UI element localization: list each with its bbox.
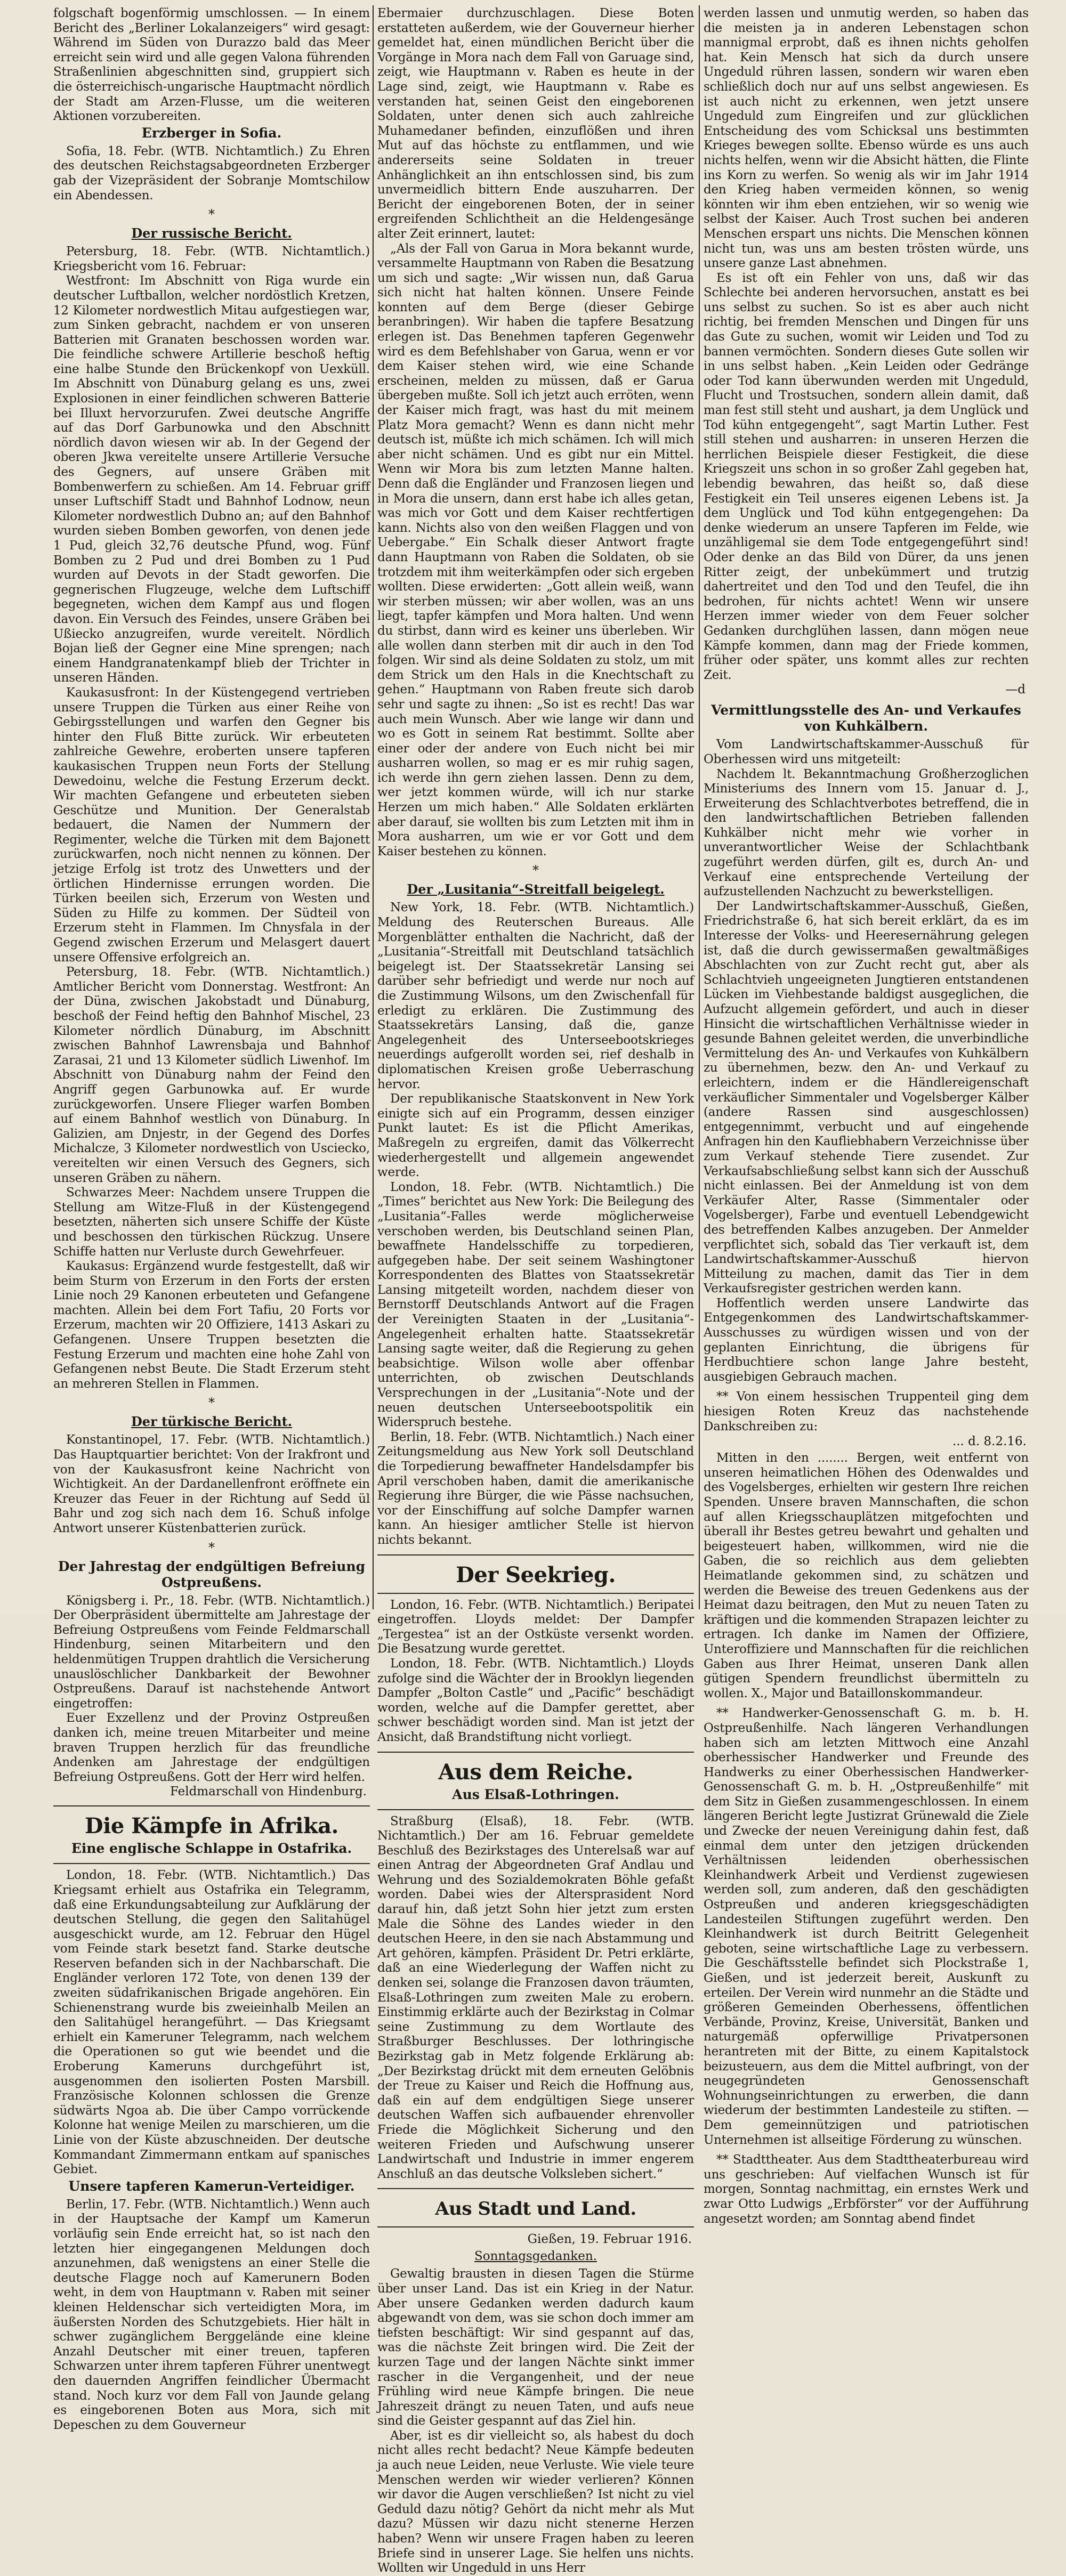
column-1 bbox=[53, 6, 370, 2432]
heading-tuerkischer-bericht: Der türkische Bericht. bbox=[131, 1414, 293, 1430]
paragraph: Petersburg, 18. Febr. (WTB. Nichtamtlich.) Kriegsbericht vom 16. Februar: bbox=[53, 245, 370, 273]
subheading-afrika: Eine englische Schlappe in Ostafrika. bbox=[71, 1841, 352, 1857]
heading-vermittlungsstelle: Vermittlungsstelle des An- und Verkaufes von Kuhkälbern. bbox=[711, 702, 1021, 734]
paragraph: ** Stadttheater. Aus dem Stadttheaterbureau wird uns geschrieben: Auf vielfachen Wunsch ist für morgen, Sonntag nachmittag, ein ernstes Werk und zwar Otto Ludwigs „Erbförster“ vor der Aufführung angesetzt worden; am Sonntag abend findet bbox=[704, 2153, 1029, 2226]
paragraph: Der republikanische Staatskonvent in New York einigte sich auf ein Programm, dessen einziger Punkt lautet: Es ist die Pflicht Amerikas, Maßregeln zu ergreifen, damit das Völkerrecht wiederhergestellt und allgemein angewendet werde. bbox=[377, 1092, 694, 1180]
paragraph: Westfront: Im Abschnitt von Riga wurde ein deutscher Luftballon, welcher nordöstlich Kretzen, 12 Kilometer nordwestlich Mitau aufgestiegen war, zum Sinken gebracht, nachdem er von unseren Batterien mit Granaten beschossen worden war. Die feindliche schwere Artillerie beschoß heftig eine halbe Stunde den Brückenkopf von Uexküll. Im Abschnitt von Dünaburg gelang es uns, zwei Explosionen in einer feindlichen schweren Batterie bei Illuxt hervorzurufen. Zwei deutsche Angriffe auf das Dorf Garbunowka und den Abschnitt nördlich davon wiesen wir ab. In der Gegend der oberen Jkwa vereitelte unsere Artillerie Versuche des Gegners, auf unsere Gräben mit Bombenwerfern zu schießen. Am 14. Februar griff unser Luftschiff Stadt und Bahnhof Lodnow, neun Kilometer nordwestlich Dubno an; auf den Bahnhof wurden sieben Bomben geworfen, von denen jede 1 Pud, gleich 32,76 deutsche Pfund, wog. Fünf Bomben zu 2 Pud und drei Bomben zu 1 Pud wurden auf Devots in der Stadt geworfen. Die gegnerischen Flugzeuge, welche dem Luftschiff begegneten, wichen dem Kampf aus und flogen davon. Ein Versuch des Feindes, unsere Gräben bei Ußiecko anzugreifen, wurde vereitelt. Nördlich Bojan ließ der Gegner eine Mine sprengen; nach einem Handgranatenkampf blieb der Trichter in unseren Händen. bbox=[53, 274, 370, 685]
paragraph: ** Handwerker-Genossenschaft G. m. b. H. Ostpreußenhilfe. Nach längeren Verhandlungen haben sich am letzten Mittwoch eine Anzahl oberhessischer Handwerker und Freunde des Handwerks zu einer Oberhessischen Handwerker-Genossenschaft G. m. b. H. „Ostpreußenhilfe“ mit dem Sitz in Gießen zusammengeschlossen. In einem längeren Bericht legte Justizrat Grünewald die Ziele und Zwecke der neuen Vereinigung dahin fest, daß einmal dem unter den jetzigen drückenden Verhältnissen leidenden oberhessischen Kleinhandwerk Arbeit und Verdienst zugewiesen werden soll, zum anderen, daß den geschädigten Ostpreußen und anderen kriegsgeschädigten Landesteilen Stiftungen zugeführt werden. Den Kleinhandwerk ist durch Beitritt Gelegenheit geboten, seine wirtschaftliche Lage zu verbessern. Die Geschäftsstelle befindet sich Plockstraße 1, Gießen, und ist jederzeit bereit, Auskunft zu erteilen. Der Verein wird nunmehr an die Städte und größeren Gemeinden Oberhessens, öffentlichen Verbände, Provinz, Kreise, Universität, Banken und naturgemäß opferwillige Privatpersonen herantreten mit der Bitte, zu einem Kapitalstock beizusteuern, aus dem die Mittel aufbringt, von der neugegründeten Genossenschaft Wohnungseinrichtungen zu erwerben, die dann wiederum der bestimmten Landesteile zu stiften. — Dem gemeinnützigen und patriotischen Unternehmen ist allseitige Förderung zu wünschen. bbox=[704, 1706, 1029, 2147]
paragraph: folgschaft bogenförmig umschlossen. — In einem Bericht des „Berliner Lokalanzeigers“ wird gesagt: Während im Süden von Durazzo bald das Meer erreicht sein wird und alle gegen Valona führenden Straßenlinien abgeschnitten sind, gruppiert sich die österreichisch-ungarische Hauptmacht nördlich der Stadt am Arzen-Flusse, um die weiteren Aktionen vorzubereiten. bbox=[53, 6, 370, 124]
paragraph: Vom Landwirtschaftskammer-Ausschuß für Oberhessen wird uns mitgeteilt: bbox=[704, 738, 1029, 766]
paragraph: Straßburg (Elsaß), 18. Febr. (WTB. Nichtamtlich.) Der am 16. Februar gemeldete Beschluß des Bezirkstages des Unterelsaß war auf einen Antrag der Abgeordneten Graf Andlau und Wehrung und des Sozialdemokraten Böhle gefaßt worden. Dabei wies der Altersprasident Nord darauf hin, daß jetzt Sohn hier jetzt zum ersten Male die Söhne des Landes wieder in den deutschen Heere, in den sie nach Abstammung und Art gehören, kämpfen. Präsident Dr. Petri erklärte, daß an eine Wiederlegung der Waffen nicht zu denken sei, solange die Franzosen davon träumten, Elsaß-Lothringen zum zweiten Male zu erobern. Einstimmig erklärte auch der Bezirkstag in Colmar seine Zustimmung zu dem Wortlaute des Straßburger Beschlusses. Der lothringische Bezirkstag gab in Metz folgende Erklärung ab: „Der Bezirkstag drückt mit dem erneuten Gelöbnis der Treue zu Kaiser und Reich die Hoffnung aus, daß ein auf dem endgültigen Siege unserer deutschen Waffen sich aufbauender ehrenvoller Friede die Möglichkeit Sicherung und den weiteren Frieden und Aufschwung unserer Landwirtschaft und Industrie in immer engerem Anschluß an das deutsche Volksleben sichert.“ bbox=[377, 1814, 694, 2181]
paragraph: Der Landwirtschaftskammer-Ausschuß, Gießen, Friedrichstraße 6, hat sich bereit erklärt, da es im Interesse der Volks- und Heeresernährung gelegen ist, daß die durch gewissermaßen gewaltmäßiges Abschlachten von zur Zucht recht gut, aber als Schlachtvieh ungeeigneten Jungtieren entstandenen Lücken im Viehbestande baldigst ausgeglichen, die Aufzucht allgemein gefördert, und auch in dieser Hinsicht die wirtschaftlichen Verhältnisse wieder in gesunde Bahnen geleitet werden, die unverbindliche Vermittelung des An- und Verkaufes von Kuhkälbern zu übernehmen, bezw. den An- und Verkauf zu erleichtern, indem er die Händlereigenschaft verkäuflicher Simmentaler und Vogelsberger Kälber (andere Rassen sind ausgeschlossen) entgegennimmt, verbucht und auf eingehende Anfragen hin den Kaufliebhabern Verzeichnisse über zum Verkauf stehende Tiere zusendet. Zur Verkaufsabschließung selbst kann sich der Ausschuß nicht einlassen. Bei der Anmeldung ist von dem Verkäufer Alter, Rasse (Simmentaler oder Vogelsberger), Farbe und eventuell Lebendgewicht des betreffenden Kalbes anzugeben. Der Anmelder verpflichtet sich, sobald das Tier verkauft ist, dem Landwirtschaftskammer-Ausschuß hiervon Mitteilung zu machen, damit das Tier in dem Verkaufsregister gestrichen werden kann. bbox=[704, 899, 1029, 1296]
paragraph: ** Von einem hessischen Truppenteil ging dem hiesigen Roten Kreuz das nachstehende Dankschreiben zu: bbox=[704, 1390, 1029, 1433]
heading-afrika: Die Kämpfe in Afrika. bbox=[85, 1813, 338, 1839]
heading-kamerun: Unsere tapferen Kamerun-Verteidiger. bbox=[68, 2178, 355, 2194]
heading-russischer-bericht: Der russische Bericht. bbox=[131, 225, 292, 241]
paragraph: Euer Exzellenz und der Provinz Ostpreußen danken ich, meine treuen Mitarbeiter und meine braven Truppen herzlich für das freundliche Andenken am Jahrestage der endgültigen Befreiung Ostpreußens. Gott der Herr wird helfen. bbox=[53, 1711, 370, 1784]
dateline: Gießen, 19. Februar 1916. bbox=[527, 2232, 692, 2247]
paragraph: London, 16. Febr. (WTB. Nichtamtlich.) Beripatei eingetroffen. Lloyds meldet: Der Dampfer „Tergestea“ ist an der Ostküste versenkt worden. Die Besatzung wurde gerettet. bbox=[377, 1598, 694, 1656]
heading-stadt-und-land: Aus Stadt und Land. bbox=[435, 2198, 636, 2220]
paragraph: Nachdem lt. Bekanntmachung Großherzoglichen Ministeriums des Innern vom 15. Januar d. J., Erweiterung des Schlachtverbotes betreffend, die in den landwirtschaftlichen Betrieben fallenden Kuhkälber nicht mehr wie vorher in unverantwortlicher Weise der Schlachtbank zugeführt werden dürfen, gilt es, durch An- und Verkauf eine entsprechende Verteilung der aufzustellenden Nachzucht zu bewerkstelligen. bbox=[704, 767, 1029, 899]
heading-erzberger: Erzberger in Sofia. bbox=[141, 125, 282, 141]
section-star: * bbox=[208, 1395, 215, 1411]
seekrieg-header-box bbox=[377, 1554, 694, 1594]
signature-d: —d bbox=[1005, 683, 1025, 697]
stadt-header-box bbox=[377, 2188, 694, 2227]
column-rule-1 bbox=[373, 5, 374, 1609]
section-star: * bbox=[208, 1540, 215, 1555]
paragraph: London, 18. Febr. (WTB. Nichtamtlich.) Die „Times“ berichtet aus New York: Die Beilegung des „Lusitania“-Falles werde möglicherweise verschoben werden, bis Deutschland seinen Plan, bewaffnete Handelsschiffe zu torpedieren, aufgegeben habe. Der seit seinem Washingtoner Korrespondenten des Blattes von Staatssekretär Lansing mitgeteilt worden, nachdem dieser von Bernstorff Deutschlands Antwort auf die Fragen der Vereinigten Staaten in der „Lusitania“-Angelegenheit erhalten hatte. Staatssekretär Lansing sagte weiter, daß die Regierung zu gehen beabsichtige. Wilson wolle aber offenbar unterrichten, ob zwischen Deutschlands Versprechungen in der „Lusitania“-Note und der neuen deutschen Unterseebootspolitik ein Widerspruch bestehe. bbox=[377, 1180, 694, 1430]
paragraph: Konstantinopel, 17. Febr. (WTB. Nichtamtlich.) Das Hauptquartier berichtet: Von der Irakfront und von der Kaukasusfront keine Nachricht von Wichtigkeit. An der Dardanellenfront eröffnete ein Kreuzer das Feuer in der Richtung auf Sedd ül Bahr und zog sich nach dem 16. Schuß infolge Antwort unserer Küstenbatterien zurück. bbox=[53, 1433, 370, 1535]
section-star: * bbox=[532, 863, 539, 878]
paragraph: Hoffentlich werden unsere Landwirte das Entgegenkommen des Landwirtschaftskammer-Ausschusses zu würdigen wissen und von der geplanten Einrichtung, die übrigens für Herdbuchtiere schon lange Jahre besteht, ausgiebigen Gebrauch machen. bbox=[704, 1296, 1029, 1384]
paragraph: werden lassen und unmutig werden, so haben das die meisten ja in anderen Lebenstagen schon mannigmal erprobt, daß es ihnen nichts geholfen hat. Kein Mensch hat sich da durch unsere Ungeduld rühren lassen, sondern wir waren eben schließlich doch nur auf uns selbst angewiesen. Es ist auch nicht zu erkennen, wen jetzt unsere Ungeduld zum Eingreifen und zur glücklichen Entscheidung des vom Schicksal uns bestimmten Krieges bewegen sollte. Ebenso würde es uns auch nichts helfen, wenn wir die Absicht hätten, die Flinte ins Korn zu werfen. So wenig als wir im Jahr 1914 den Krieg haben vermeiden können, so wenig könnten wir ihm eben entziehen, wir so wenig wie selbst der Kaiser. Auch Trost suchen bei anderen Menschen erspart uns nichts. Die Menschen können nicht tun, was uns am besten trösten würde, uns unsere ganze Last abnehmen. bbox=[704, 6, 1029, 271]
paragraph: Kaukasus: Ergänzend wurde festgestellt, daß wir beim Sturm von Erzerum in den Forts der ersten Linie noch 29 Kanonen erbeuteten und Gefangene machten. Allein bei dem Fort Tafiu, 20 Forts vor Erzerum, machten wir 20 Offiziere, 1413 Askari zu Gefangenen. Unsere Truppen besetzten die Festung Erzerum und machten eine hohe Zahl von Gefangenen nebst Beute. Die Stadt Erzerum steht an mehreren Stellen in Flammen. bbox=[53, 1259, 370, 1391]
paragraph: Aber, ist es dir vielleicht so, als habest du doch nicht alles recht bedacht? Neue Kämpfe bedeuten ja auch neue Leiden, neue Verluste. Wie viele teure Menschen werden wir wieder verlieren? Können wir davor die Augen verschließen? Ist nicht zu viel Geduld dazu nötig? Gehört da nicht mehr als Mut dazu? Müssen wir dazu nicht stenerne Herzen haben? Wenn wir unsere Fragen haben zu leeren Briefe sind in unserer Lage. Sie helfen uns nichts. Wollten wir Ungeduld in uns Herr bbox=[377, 2428, 694, 2575]
heading-seekrieg: Der Seekrieg. bbox=[456, 1562, 616, 1587]
section-star: * bbox=[208, 207, 215, 222]
paragraph: Kaukasusfront: In der Küstengegend vertrieben unsere Truppen die Türken aus einer Reihe von Gebirgsstellungen und warfen den Gegner bis hinter den Fluß Bitte zurück. Wir erbeuteten zahlreiche Gewehre, eroberten unsere tapferen kaukasischen Truppen neun Forts der Stellung Dewedoinu, welche die Festung Erzerum deckt. Wir machten Gefangene und erbeuteten sieben Geschütze und Munition. Der Generalstab bedauert, die Namen der Nummern der Regimenter, welche die Türken mit dem Bajonett zurückwarfen, noch nicht nennen zu können. Der jetzige Erfolg ist trotz des Unwetters und der örtlichen Hindernisse errungen worden. Die Türken beeilen sich, Erzerum von Westen und Süden zu Hilfe zu kommen. Der Südteil von Erzerum steht in Flammen. Im Chnysfala in der Gegend zwischen Erzerum und Melasgert dauert unsere Offensive erfolgreich an. bbox=[53, 685, 370, 965]
dateline: ... d. 8.2.16. bbox=[952, 1435, 1027, 1449]
paragraph: Königsberg i. Pr., 18. Febr. (WTB. Nichtamtlich.) Der Oberpräsident übermittelte am Jahrestage der Befreiung Ostpreußens vom Feinde Feldmarschall Hindenburg, seinen Mitarbeitern und den heldenmütigen Truppen drahtlich die Versicherung unauslöschlicher Dankbarkeit der Bewohner Ostpreußens. Darauf ist nachstehende Antwort eingetroffen: bbox=[53, 1593, 370, 1711]
signature-hindenburg: Feldmarschall von Hindenburg. bbox=[169, 1785, 367, 1799]
paragraph: Petersburg, 18. Febr. (WTB. Nichtamtlich.) Amtlicher Bericht vom Donnerstag. Westfront: An der Düna, zwischen Jakobstadt und Dünaburg, beschoß der Feind heftig den Bahnhof Mischel, 23 Kilometer nördlich Dünaburg, im Abschnitt zwischen Bahnhof Lawrensbaja und Bahnhof Zarasai, 21 und 13 Kilometer südlich Liwenhof. Im Abschnitt von Dünaburg nahm der Feind den Angriff gegen Garbunowka auf. Er wurde zurückgeworfen. Unsere Flieger warfen Bomben auf einem Bahnhof westlich von Dünaburg. In Galizien, am Dnjestr, in der Gegend des Dorfes Michalcze, 3 Kilometer nordwestlich von Usciecko, vereitelten wir einen Versuch des Gegners, sich unseren Gräben zu nähern. bbox=[53, 965, 370, 1185]
paragraph: Es ist oft ein Fehler von uns, daß wir das Schlechte bei anderen hervorsuchen, anstatt es bei uns selbst zu suchen. So ist es aber auch nicht richtig, bei fremden Menschen und Dingen für uns das Gute zu suchen, womit wir Leiden und Tod zu bannen vermöchten. Sondern dieses Gute sollen wir in uns selbst haben. „Kein Leiden oder Gedränge oder Tod kann überwunden werden mit Ungeduld, Flucht und Trostsuchen, sondern allein damit, daß man fest still steht und aushart, ja dem Unglück und Tod kühn entgegengeht“, sagt Martin Luther. Fest still stehen und ausharren: in unseren Herzen die herrlichen Beispiele dieser Festigkeit, die diese Kriegszeit uns schon in so großer Zahl gegeben hat, lebendig bewahren, das heißt so, daß diese Festigkeit ein Teil unseres eigenen Lebens ist. Ja dem Unglück und Tod kühn entgegengehen: Da denke wiederum an unsere Tapferen im Felde, wie unzähligemal sie dem Tode entgegengeführt sind! Oder denke an das Bild von Dürer, da uns jenen Ritter zeigt, der unbekümmert und trutzig dahertreitet und den Tod und den Teufel, die ihn bedrohen, für nichts achtet! Wenn wir unsere Herzen immer wieder von dem Feuer solcher Gedanken durchglühen lassen, dann mögen neue Kämpfe kommen, dann mag der Friede kommen, früher oder später, uns kommt alles zur rechten Zeit. bbox=[704, 271, 1029, 682]
heading-sonntagsgedanken: Sonntagsgedanken. bbox=[474, 2249, 597, 2264]
heading-lusitania: Der „Lusitania“-Streitfall beigelegt. bbox=[407, 881, 665, 897]
column-2 bbox=[377, 6, 694, 2575]
paragraph: Schwarzes Meer: Nachdem unsere Truppen die Stellung am Witze-Fluß in der Küstengegend besetzten, näherten sich unsere Schiffe der Küste und beschossen den türkischen Rückzug. Unsere Schiffe hatten nur Verluste durch Gewehrfeuer. bbox=[53, 1186, 370, 1259]
heading-jahrestag: Der Jahrestag der endgültigen Befreiung Ostpreußens. bbox=[58, 1558, 366, 1590]
paragraph: Sofia, 18. Febr. (WTB. Nichtamtlich.) Zu Ehren des deutschen Reichstagsabgeordneten Erzberger gab der Vizepräsident der Sobranje Momtschilow ein Abendessen. bbox=[53, 144, 370, 202]
paragraph: Gewaltig brausten in diesen Tagen die Stürme über unser Land. Das ist ein Krieg in der Natur. Aber unsere Gedanken werden dadurch kaum abgewandt von dem, was sie schon doch immer am tiefsten beschäftigt: Wir sind gespannt auf das, was die nächste Zeit bringen wird. Die Zeit der kurzen Tage und der langen Nächte sinkt immer rascher in die Vergangenheit, und der neue Frühling wird neue Kämpfe bringen. Die neue Jahreszeit drängt zu neuen Taten, und aufs neue sind die Geister gespannt auf das Ziel hin. bbox=[377, 2267, 694, 2428]
paragraph: London, 18. Febr. (WTB. Nichtamtlich.) Das Kriegsamt erhielt aus Ostafrika ein Telegramm, daß eine Erkundungsabteilung zur Aufklärung der deutschen Stellung, die gegen den Salitahügel ausgeschickt wurde, am 12. Februar den Hügel vom Feinde stark besetzt fand. Starke deutsche Reserven befanden sich in der Nachbarschaft. Die Engländer verloren 172 Tote, von denen 139 der zweiten südafrikanischen Brigade angehören. Ein Schienenstrang wurde bis zweieinhalb Meilen an den Salitahügel herangeführt. — Das Kriegsamt erhielt ein Kameruner Telegramm, nach welchem die Operationen so gut wie beendet und die Eroberung Kameruns durchgeführt ist, ausgenommen den isolierten Posten Marsbill. Französische Kolonnen schlossen die Grenze südwärts Ngoa ab. Die über Campo vorrückende Kolonne hat wenige Meilen zu marschieren, um die Linie von der Küste abzuschneiden. Der deutsche Kommandant Zimmermann entkam auf spanisches Gebiet. bbox=[53, 1868, 370, 2177]
column-3 bbox=[704, 6, 1029, 2226]
reiche-header-box bbox=[377, 1752, 694, 1810]
column-rule-2 bbox=[699, 5, 700, 1609]
paragraph: Ebermaier durchzuschlagen. Diese Boten erstatteten außerdem, wie der Gouverneur hierher gemeldet hat, einen mündlichen Bericht über die Vorgänge in Mora nach dem Fall von Garuage sind, zeigt, wie Hauptmann v. Raben es heute in der Lage sind, zeigt, wie Hauptmann v. Rabe es verstanden hat, seinen Geist den eingeborenen Soldaten, unter denen sich auch zahlreiche Muhamedaner befinden, einzuflößen und ihren Mut auf das höchste zu entflammen, und wie andererseits seine Soldaten in treuer Anhänglichkeit an ihn entschlossen sind, bis zum unvermeidlich bittern Ende auszuharren. Der Bericht der eingeborenen Boten, der in seiner ergreifenden Schlichtheit an die Heldengesänge alter Zeit erinnert, lautet: bbox=[377, 6, 694, 241]
paragraph: Berlin, 17. Febr. (WTB. Nichtamtlich.) Wenn auch in der Hauptsache der Kampf um Kamerun vorläufig sein Ende erreicht hat, so ist nach den letzten hier eingegangenen Meldungen doch anzunehmen, daß wenigstens an einer Stelle die deutsche Flagge noch auf Kamerunern Boden weht, in dem von Hauptmann v. Raben mit seiner kleinen Heldenschar sich verteidigten Mora, im äußersten Norden des Schutzgebiets. Hier hält in schwer zugänglichem Berggelände eine kleine Anzahl Deutscher mit einer treuen, tapferen Schwarzen unter ihrem tapferen Führer unentwegt den dauernden Angriffen feindlicher Übermacht stand. Noch kurz vor dem Fall von Jaunde gelang es eingeborenen Boten aus Mora, sich mit Depeschen zu dem Gouverneur bbox=[53, 2197, 370, 2432]
paragraph: „Als der Fall von Garua in Mora bekannt wurde, versammelte Hauptmann von Raben die Besatzung um sich und sagte: „Wir wissen nun, daß Garua sich nicht hat halten können. Unsere Feinde konnten auf dem Berge (dieser Gebirge beranbringen). Wir haben die tapfere Besatzung erlegen ist. Das Benehmen tapferen Gegenwehr wird es dem Befehlshaber von Garua, wenn er vor dem Kaiser stehen wird, wie eine Schande erscheinen, melden zu müssen, daß er Garua übergeben mußte. Soll ich jetzt auch erröten, wenn der Kaiser mich fragt, was hast du mit meinem Platz Mora gemacht? Wenn es dann nicht mehr deutsch ist, müßte ich mich schämen. Ich will mich aber nicht schämen. Und es gibt nur ein Mittel. Wenn wir Mora bis zum letzten Manne halten. Denn daß die Engländer und Franzosen liegen und in Mora die unsern, dann erst habe ich alles getan, was mich vor Gott und dem Kaiser rechtfertigen kann. Nichts also von den weißen Flaggen und von Uebergabe.“ Ein Schalk dieser Antwort fragte dann Hauptmann von Raben die Soldaten, ob sie trotzdem mit ihm weiterkämpfen oder sich ergeben wollten. Diese erwiderten: „Gott allein weiß, wann wir sterben müssen; wir aber wollen, was an uns liegt, tapfer kämpfen und Mora halten. Und wenn du stirbst, dann wird es keiner uns überleben. Wir alle wollen dann sterben mit dir auch in den Tod folgen. Wir sind als deine Soldaten zu stolz, um mit dem Strick um den Hals in die Knechtschaft zu gehen.“ Hauptmann von Raben freute sich darob sehr und sagte zu ihnen: „So ist es recht! Das war auch mein Wunsch. Aber wie lange wir dann und wo es Gott in seinem Rat bestimmt. Sollte aber einer oder der andere von Euch nicht bei mir ausharren wollen, so mag er es mir ruhig sagen, ich werde ihn gern ziehen lassen. Denn zu dem, wer jetzt kommen würde, will ich nur starke Herzen um mich haben.“ Alle Soldaten erklärten aber darauf, sie wollten bis zum Letzten mit ihm in Mora ausharren, um wie er vor Gott und dem Kaiser bestehen zu können. bbox=[377, 241, 694, 858]
afrika-header-box bbox=[53, 1805, 370, 1864]
paragraph: Mitten in den ........ Bergen, weit entfernt von unseren heimatlichen Höhen des Odenwaldes und des Vogelsberges, erhielten wir gestern Ihre reichen Spenden. Unsere braven Mannschaften, die schon auf allen Kriegsschauplätzen mitgefochten und überall ihr Bestes getreu bewahrt und gehalten und beigesteuert haben, willkommen, wird nie die Gaben, die so reichlich aus dem geliebten Heimatlande gekommen sind, zu schätzen und werden die Beweise des treuen Gedenkens aus der Heimat dazu beitragen, den Mut zu neuen Taten zu kräftigen und die kommenden Strapazen leichter zu ertragen. Ich danke im Namen der Offiziere, Unteroffiziere und Mannschaften für die reichlichen Gaben aus Ihrer Heimat, unseren Dank allen gütigen Spendern freundlichst übermitteln zu wollen. X., Major und Bataillonskommandeur. bbox=[704, 1451, 1029, 1700]
paragraph: Berlin, 18. Febr. (WTB. Nichtamtlich.) Nach einer Zeitungsmeldung aus New York soll Deutschland die Torpedierung bewaffneter Handelsdampfer bis April verschoben haben, damit die amerikanische Regierung ihre Bürger, die wie Pässe nachsuchen, vor der Einschiffung auf solche Dampfer warnen kann. An hiesiger amtlicher Stelle ist hiervon nichts bekannt. bbox=[377, 1430, 694, 1547]
paragraph: New York, 18. Febr. (WTB. Nichtamtlich.) Meldung des Reuterschen Bureaus. Alle Morgenblätter enthalten die Nachricht, daß der „Lusitania“-Streitfall mit Deutschland tatsächlich beigelegt ist. Der Staatssekretär Lansing sei darüber sehr befriedigt und werde nur noch auf die Zustimmung Wilsons, um den Zwischenfall für erledigt zu erklären. Die Zustimmung des Staatssekretärs Lansing, daß die, ganze Angelegenheit des Unterseebootskrieges neuerdings aufgerollt worden sei, rief deshalb in diplomatischen Kreisen große Ueberraschung hervor. bbox=[377, 901, 694, 1091]
paragraph: London, 18. Febr. (WTB. Nichtamtlich.) Lloyds zufolge sind die Wächter der in Brooklyn liegenden Dampfer „Bolton Castle“ und „Pacific“ beschädigt worden, welche auf die Dampfer gerettet, aber schwer beschädigt worden sind. Man ist jetzt der Ansicht, daß Brandstiftung nicht vorliegt. bbox=[377, 1656, 694, 1744]
heading-reiche: Aus dem Reiche. bbox=[438, 1759, 633, 1785]
subheading-elsass: Aus Elsaß-Lothringen. bbox=[452, 1786, 619, 1802]
